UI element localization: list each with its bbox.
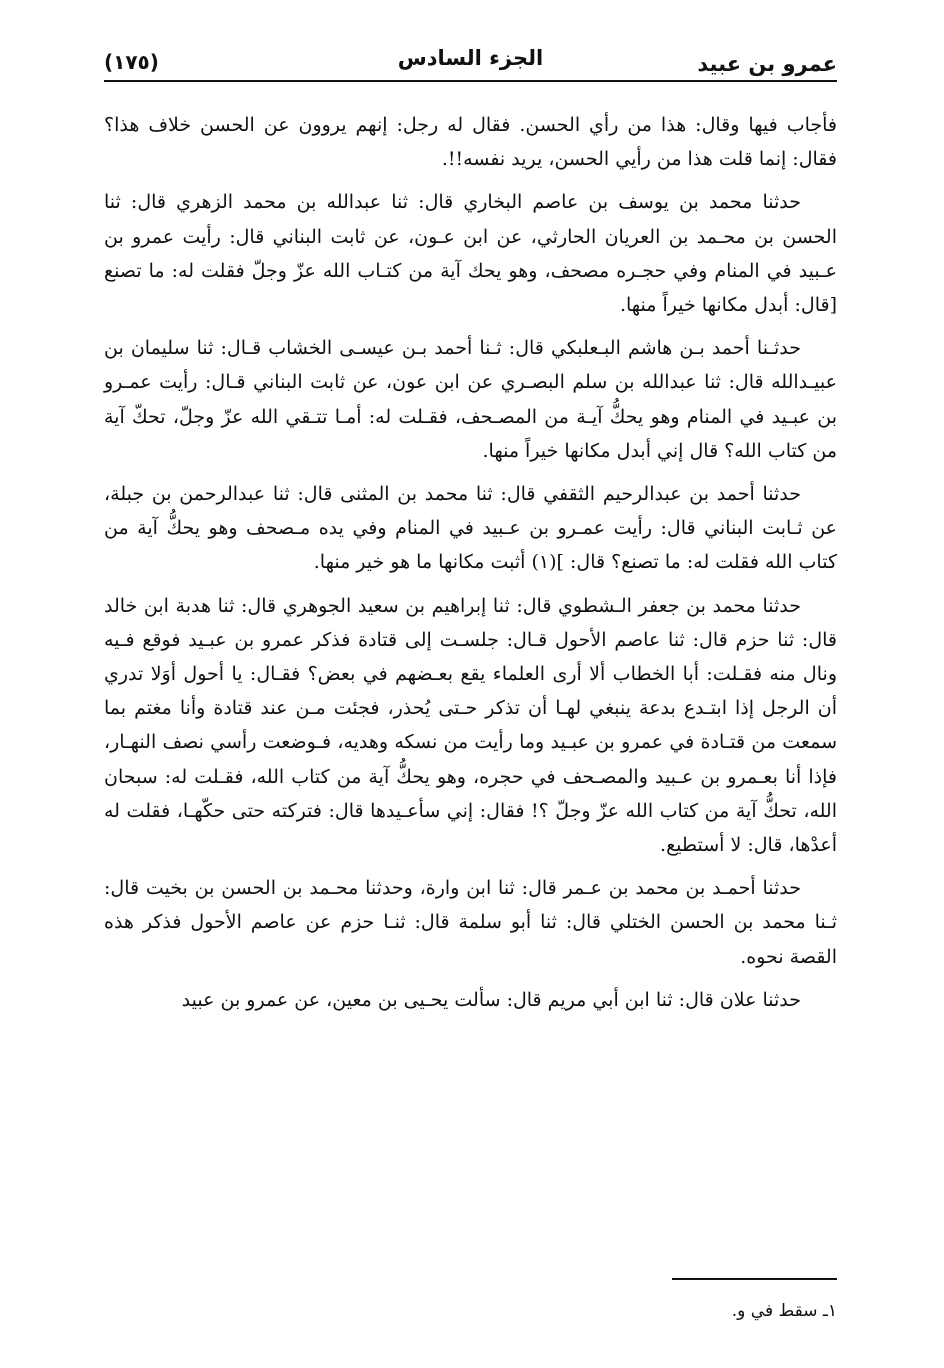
paragraph: حدثنا محمد بن يوسف بن عاصم البخاري قال: ثنا عبدالله بن محمد الزهري قال: ثنا الحسن بن محـمد بن العريان الحارثي، عن ابن عـون، عن ثابت البناني قال: رأيت عمرو بن عـبيد في المنام وفي حجـره مصحف، وهو يحك آية من كتـاب الله عزّ وجلّ فقلت له: ما تصنع [قال: أبدل مكانها خيراً منها. xyxy=(104,191,838,317)
paragraph: حدثنا محمد بن جعفر الـشطوي قال: ثنا إبراهيم بن سعيد الجوهري قال: ثنا هدبة ابن خالد قال: ثنا حزم قال: ثنا عاصم الأحول قـال: جلسـت إلى قتادة فذكر عمرو بن عبـيد فوقع فـيه ونال منه فقـلت: أبا الخطاب ألا أرى العلماء يقع بعـضهم في بعض؟ فقـال: يا أحول أوَلا تدري أن الرجل إذا ابتـدع بدعة ينبغي لهـا أن تذكر حـتى يُحذر، فجئت مـن عند قتادة وأنا مغتم بما سمعت من قتـادة في عمرو بن عبـيد وما رأيت من نسكه وهديه، فـوضعت رأسي نصف النهـار، فإذا أنا بعـمرو بن عـبيد والمصـحف في حجره، وهو يحكُّ آية من كتاب الله، فقـلت له: سبحان الله، تحكُّ آية من كتاب الله عزّ وجلّ ؟! فقال: إني سأعـيدها قال: فتركته حتى حكّهـا، فقلت له أعدْها، قال: لا أستطيع. xyxy=(104,594,837,857)
volume-title: الجزء السادس xyxy=(397,46,544,70)
paragraph: حدثنا أحمـد بن محمد بن عـمر قال: ثنا ابن وارة، وحدثنا محـمد بن الحسن بن بخيت قال: ثـنا محمد بن الحسن الختلي قال: ثنا أبو سلمة قال: ثنـا حزم عن عاصم الأحول فذكر هذه القصة نحوه. xyxy=(104,877,837,968)
book-page xyxy=(104,36,838,1321)
header-divider xyxy=(104,80,837,82)
section-title: عمرو بن عبيد xyxy=(697,52,837,76)
footnote-divider xyxy=(672,1278,837,1280)
running-head xyxy=(104,36,837,80)
paragraph: حدثنا أحمد بن عبدالرحيم الثقفي قال: ثنا محمد بن المثنى قال: ثنا عبدالرحمن بن جبلة، عن ثـابت البناني قال: رأيت عمـرو بن عـبيد في المنام وفي يده مـصحف وهو يحكُّ آية من كتاب الله فقلت له: ما تصنع؟ قال: ](١) أثبت مكانها ما هو خير منها. xyxy=(104,483,837,574)
footnote: ١ـ سقط في و. xyxy=(731,1301,837,1321)
body-text xyxy=(104,108,837,1026)
paragraph: فأجاب فيها وقال: هذا من رأي الحسن. فقال له رجل: إنهم يروون عن الحسن خلاف هذا؟ فقال: إنما قلت هذا من رأيي الحسن، يريد نفسه!!. xyxy=(104,114,837,171)
paragraph: حدثنا علان قال: ثنا ابن أبي مريم قال: سألت يحـيى بن معين، عن عمرو بن عبيد xyxy=(181,988,801,1011)
page-number: (١٧٥) xyxy=(104,50,159,74)
paragraph: حدثـنا أحمد بـن هاشم البـعلبكي قال: ثـنا أحمد بـن عيسـى الخشاب قـال: ثنا سليمان بن عبيـدالله قال: ثنا عبدالله بن سلم البصـري عن ابن عون، عن ثابت البناني قـال: رأيت عمـرو بن عبـيد في المنام وهو يحكُّ آيـة من المصـحف، فقـلت له: أمـا تتـقي الله عزّ وجلّ، تحكّ آية من كتاب الله؟ قال إني أبدل مكانها خيراً منها. xyxy=(104,337,837,462)
